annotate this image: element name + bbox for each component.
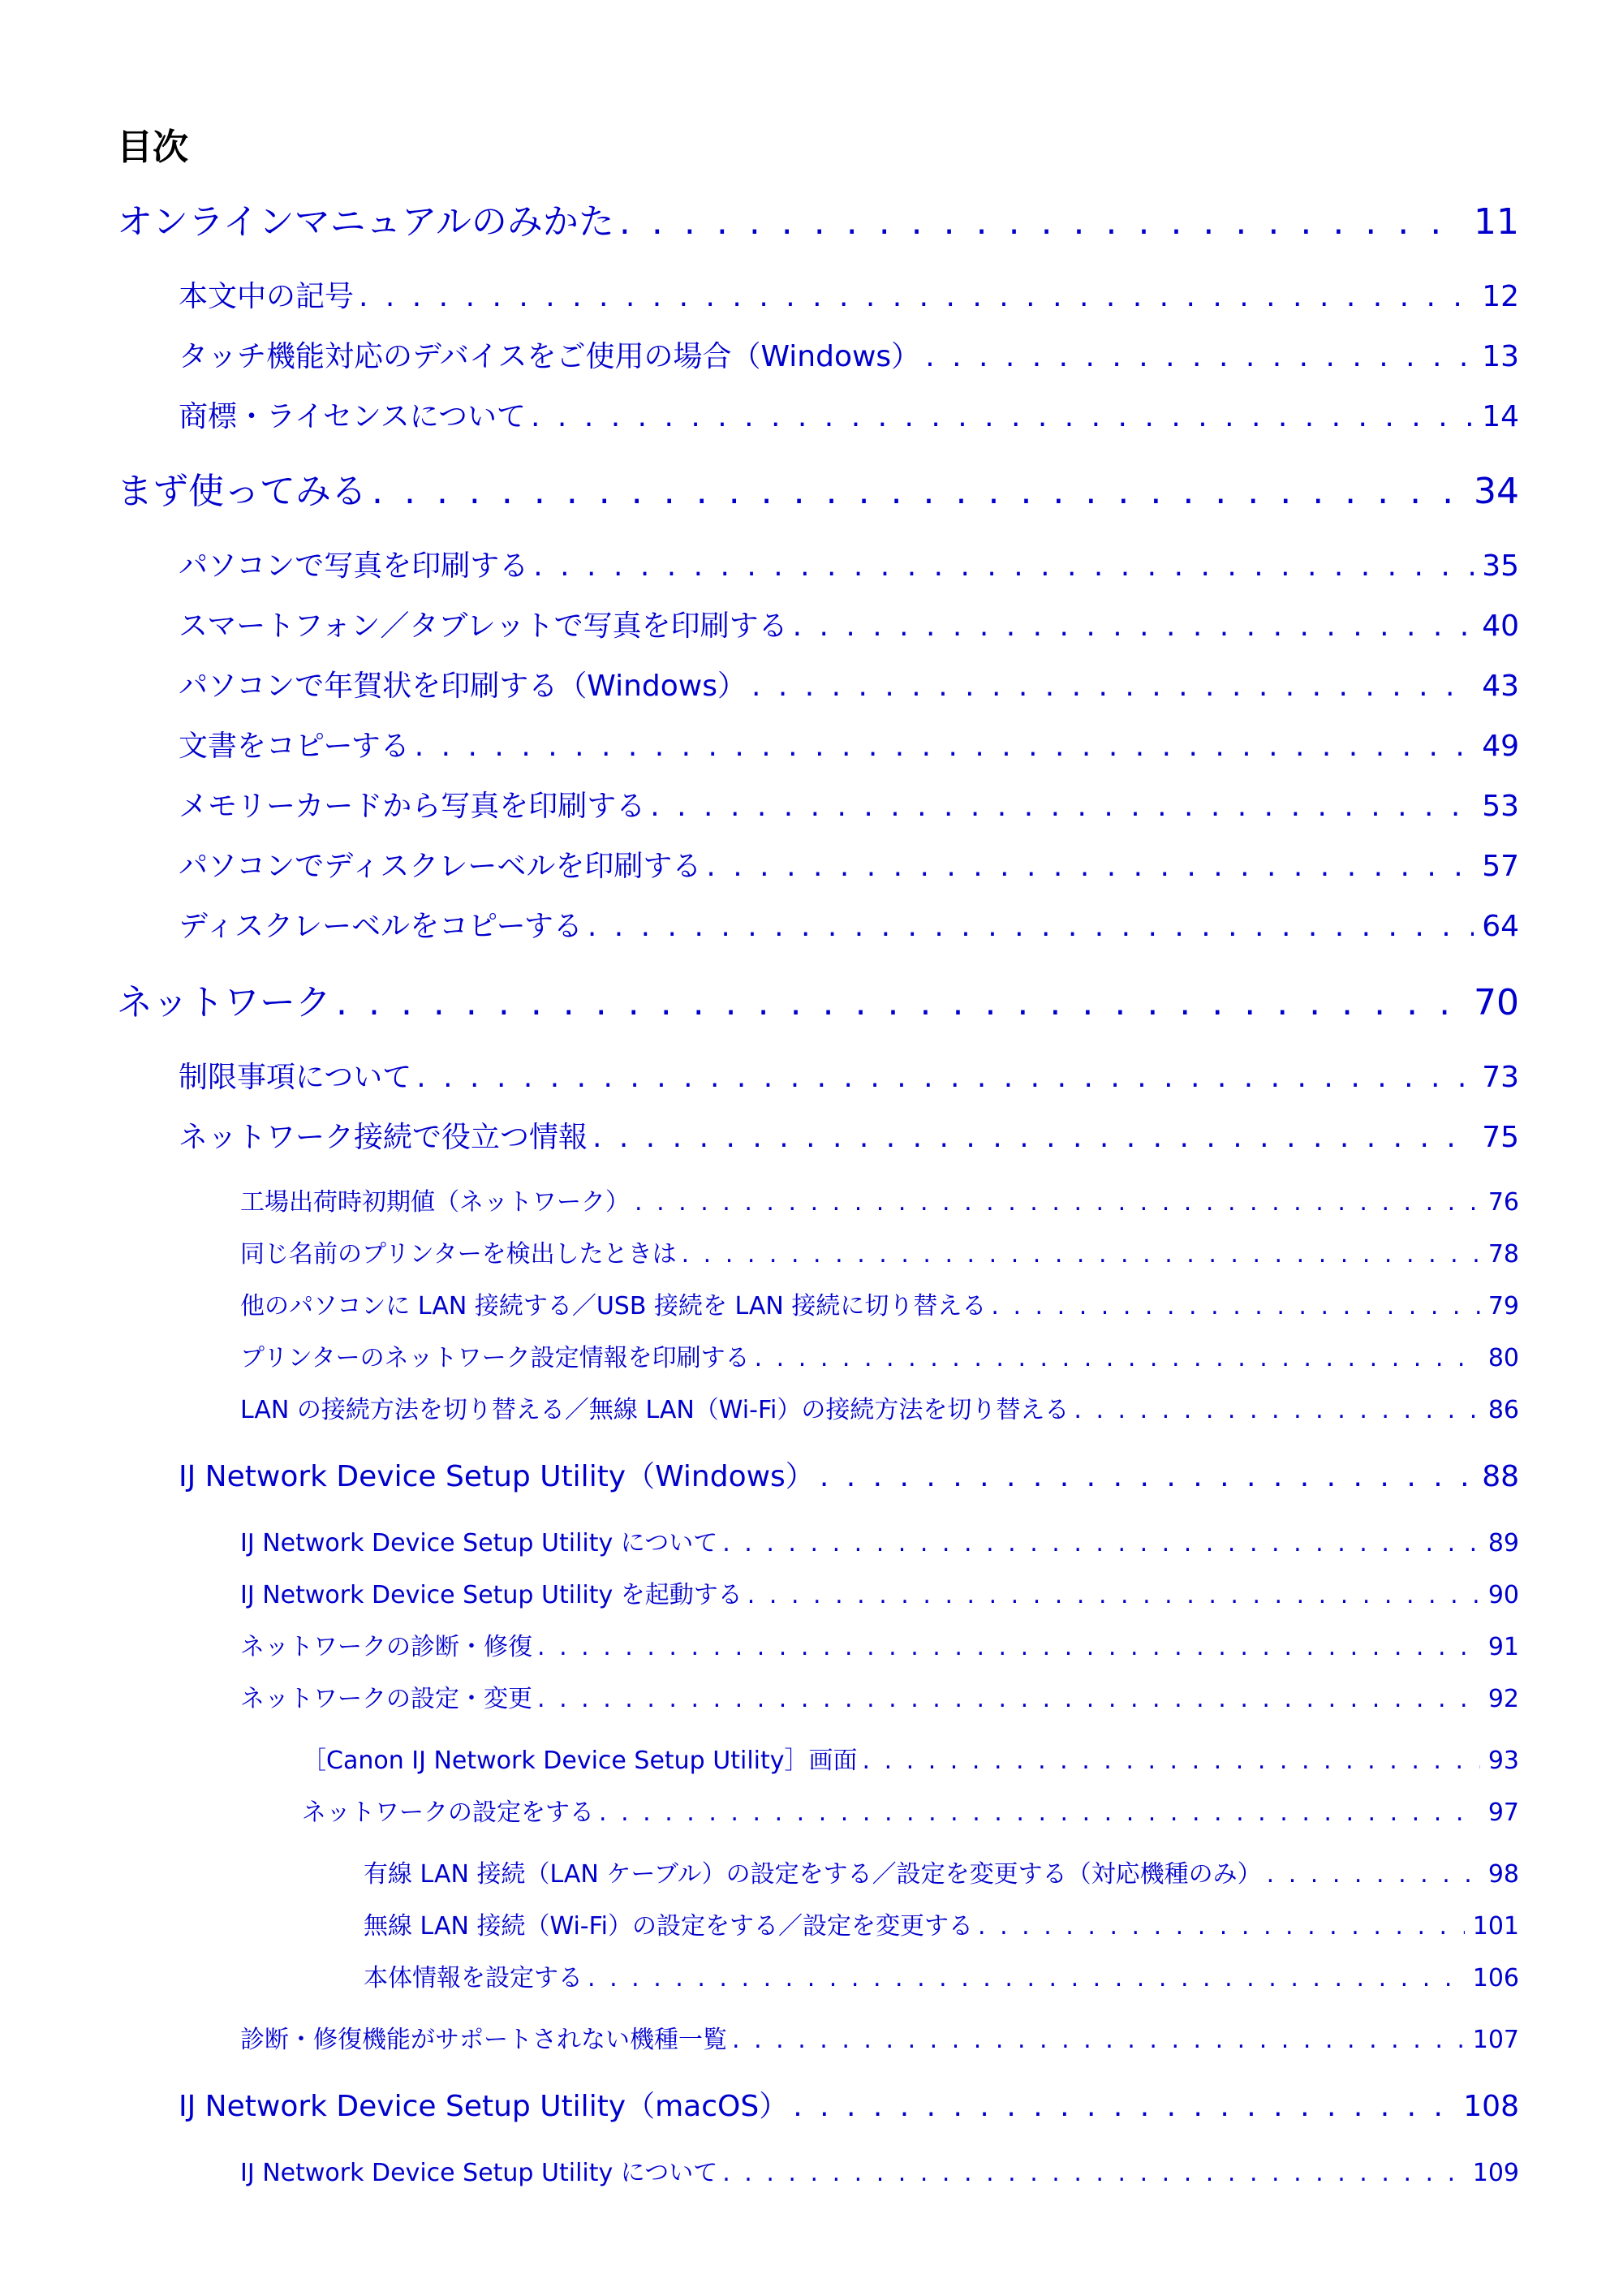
toc-page-number: 109	[1472, 2159, 1519, 2187]
toc-page-number: 98	[1487, 1860, 1519, 1889]
toc-entry[interactable]	[179, 1457, 1519, 1497]
toc-entry[interactable]	[302, 1795, 1519, 1831]
toc-entry[interactable]	[240, 1682, 1519, 1717]
page-title: 目次	[117, 127, 188, 168]
toc-entry[interactable]	[240, 2156, 1519, 2191]
dot-leader	[1267, 1857, 1480, 1893]
toc-entry[interactable]	[179, 2087, 1519, 2127]
toc-page-number: 35	[1482, 549, 1519, 583]
toc-page-number: 78	[1487, 1240, 1519, 1269]
toc-entry[interactable]	[302, 1743, 1519, 1779]
dot-leader	[793, 606, 1474, 647]
toc-entry[interactable]	[364, 1857, 1519, 1893]
dot-leader	[925, 337, 1474, 377]
toc-entry-title: パソコンで年賀状を印刷する（Windows）	[179, 670, 747, 703]
toc-page-number: 79	[1487, 1292, 1519, 1320]
dot-leader	[722, 1526, 1480, 1562]
toc-entry-title: まず使ってみる	[117, 471, 367, 512]
dot-leader	[747, 1578, 1480, 1613]
toc-page-number: 89	[1487, 1529, 1519, 1557]
toc-entry-title: LAN の接続方法を切り替える／無線 LAN（Wi-Fi）の接続方法を切り替える	[240, 1396, 1070, 1424]
toc-page-number: 14	[1482, 400, 1519, 433]
toc-entry-title: IJ Network Device Setup Utility について	[240, 1529, 718, 1557]
toc-page-number: 93	[1487, 1747, 1519, 1775]
dot-leader	[415, 726, 1474, 767]
toc-entry[interactable]	[240, 1393, 1519, 1428]
dot-leader	[619, 198, 1466, 247]
toc-entry-title: 診断・修復機能がサポートされない機種一覧	[240, 2026, 727, 2054]
toc-entry-title: ネットワークの設定をする	[302, 1798, 594, 1827]
toc-entry[interactable]	[117, 979, 1519, 1027]
toc-entry-title: パソコンでディスクレーベルを印刷する	[179, 850, 702, 883]
dot-leader	[372, 467, 1466, 516]
toc-entry[interactable]	[179, 666, 1519, 707]
toc-entry-title: 制限事項について	[179, 1061, 412, 1094]
toc-entry-title: 工場出荷時初期値（ネットワーク）	[240, 1188, 630, 1217]
dot-leader	[533, 546, 1474, 587]
toc-entry-title: 商標・ライセンスについて	[179, 400, 527, 433]
toc-page-number: 88	[1482, 1460, 1519, 1493]
dot-leader	[991, 1289, 1479, 1325]
dot-leader	[588, 907, 1474, 947]
toc-entry-title: 本体情報を設定する	[364, 1964, 583, 1992]
toc-entry-title: 無線 LAN 接続（Wi-Fi）の設定をする／設定を変更する	[364, 1912, 974, 1941]
toc-entry[interactable]	[179, 1118, 1519, 1158]
toc-entry[interactable]	[179, 606, 1519, 647]
toc-page-number: 40	[1482, 610, 1519, 643]
toc-entry-title: IJ Network Device Setup Utility を起動する	[240, 1581, 743, 1609]
toc-page-number: 75	[1482, 1121, 1519, 1154]
toc-page-number: 12	[1482, 280, 1519, 313]
dot-leader	[732, 2022, 1465, 2058]
dot-leader	[588, 1961, 1465, 1997]
dot-leader	[706, 846, 1474, 887]
dot-leader	[863, 1743, 1480, 1779]
dot-leader	[531, 397, 1474, 437]
toc-page-number: 43	[1482, 670, 1519, 703]
toc-entry[interactable]	[240, 1185, 1519, 1221]
toc-entry-title: IJ Network Device Setup Utility（macOS）	[179, 2090, 789, 2123]
dot-leader	[650, 786, 1474, 827]
toc-page-number: 90	[1487, 1581, 1519, 1609]
dot-leader	[751, 666, 1474, 707]
toc-entry-title: ネットワーク	[117, 982, 331, 1023]
toc-entry[interactable]	[240, 1526, 1519, 1562]
toc-entry-title: ［Canon IJ Network Device Setup Utility］画面	[302, 1747, 858, 1775]
toc-entry-title: ネットワーク接続で役立つ情報	[179, 1121, 588, 1154]
toc-entry-title: スマートフォン／タブレットで写真を印刷する	[179, 610, 788, 643]
toc-entry-title: ディスクレーベルをコピーする	[179, 910, 583, 943]
toc-page-number: 92	[1487, 1685, 1519, 1713]
toc-page-number: 64	[1482, 910, 1519, 943]
toc-page-number: 76	[1487, 1188, 1519, 1217]
toc-entry[interactable]	[240, 1578, 1519, 1613]
toc-entry-title: IJ Network Device Setup Utility（Windows）	[179, 1460, 815, 1493]
toc-entry[interactable]	[364, 1909, 1519, 1945]
dot-leader	[722, 2156, 1465, 2191]
toc-entry[interactable]	[179, 907, 1519, 947]
toc-entry[interactable]	[364, 1961, 1519, 1997]
dot-leader	[793, 2087, 1455, 2127]
toc-page-number: 86	[1487, 1396, 1519, 1424]
toc-page-number: 57	[1482, 850, 1519, 883]
dot-leader	[416, 1058, 1474, 1098]
toc-page-number: 11	[1474, 201, 1519, 243]
toc-entry-title: 本文中の記号	[179, 280, 355, 313]
dot-leader	[537, 1682, 1480, 1717]
toc-entry[interactable]	[117, 467, 1519, 516]
toc-entry-title: プリンターのネットワーク設定情報を印刷する	[240, 1344, 750, 1372]
dot-leader	[1074, 1393, 1479, 1428]
toc-entry[interactable]	[179, 1058, 1519, 1098]
toc-entry[interactable]	[179, 397, 1519, 437]
toc-entry-title: タッチ機能対応のデバイスをご使用の場合（Windows）	[179, 340, 921, 373]
toc-entry-title: オンラインマニュアルのみかた	[117, 201, 614, 243]
toc-entry[interactable]	[117, 198, 1519, 247]
toc-entry-title: ネットワークの設定・変更	[240, 1685, 532, 1713]
dot-leader	[635, 1185, 1480, 1221]
toc-entry[interactable]	[240, 1630, 1519, 1665]
dot-leader	[537, 1630, 1480, 1665]
toc-entry-title: 有線 LAN 接続（LAN ケーブル）の設定をする／設定を変更する（対応機種のみ）	[364, 1860, 1262, 1889]
dot-leader	[336, 979, 1466, 1027]
toc-page-number: 91	[1487, 1633, 1519, 1661]
toc-entry-title: 他のパソコンに LAN 接続する／USB 接続を LAN 接続に切り替える	[240, 1292, 987, 1320]
toc-page-number: 108	[1463, 2090, 1519, 2123]
toc-entry[interactable]	[240, 1341, 1519, 1376]
toc-page-number: 70	[1474, 982, 1519, 1023]
dot-leader	[682, 1237, 1480, 1273]
toc-entry-title: 文書をコピーする	[179, 730, 410, 763]
dot-leader	[599, 1795, 1480, 1831]
dot-leader	[978, 1909, 1465, 1945]
toc-entry[interactable]	[179, 277, 1519, 317]
toc-entry[interactable]	[179, 337, 1519, 377]
toc-entry-title: パソコンで写真を印刷する	[179, 549, 529, 583]
toc-page-number: 34	[1474, 471, 1519, 512]
toc-entry-title: メモリーカードから写真を印刷する	[179, 790, 646, 823]
toc-entry-title: ネットワークの診断・修復	[240, 1633, 532, 1661]
dot-leader	[755, 1341, 1480, 1376]
dot-leader	[592, 1118, 1474, 1158]
toc-page-number: 73	[1482, 1061, 1519, 1094]
toc-page-number: 97	[1487, 1798, 1519, 1827]
toc-page-number: 107	[1472, 2026, 1519, 2054]
toc-page-number: 101	[1472, 1912, 1519, 1941]
toc-page-number: 80	[1487, 1344, 1519, 1372]
dot-leader	[820, 1457, 1474, 1497]
toc-entry[interactable]	[240, 1237, 1519, 1273]
toc-page-number: 106	[1472, 1964, 1519, 1992]
toc-page-number: 53	[1482, 790, 1519, 823]
toc-entry-title: 同じ名前のプリンターを検出したときは	[240, 1240, 677, 1269]
toc-entry-title: IJ Network Device Setup Utility について	[240, 2159, 718, 2187]
toc-entry[interactable]	[240, 2022, 1519, 2058]
toc-entry[interactable]	[179, 786, 1519, 827]
toc-entry[interactable]	[179, 846, 1519, 887]
toc-entry[interactable]	[179, 726, 1519, 767]
toc-page-number: 13	[1482, 340, 1519, 373]
toc-entry[interactable]	[240, 1289, 1519, 1325]
toc-page-number: 49	[1482, 730, 1519, 763]
dot-leader	[359, 277, 1474, 317]
toc-entry[interactable]	[179, 546, 1519, 587]
